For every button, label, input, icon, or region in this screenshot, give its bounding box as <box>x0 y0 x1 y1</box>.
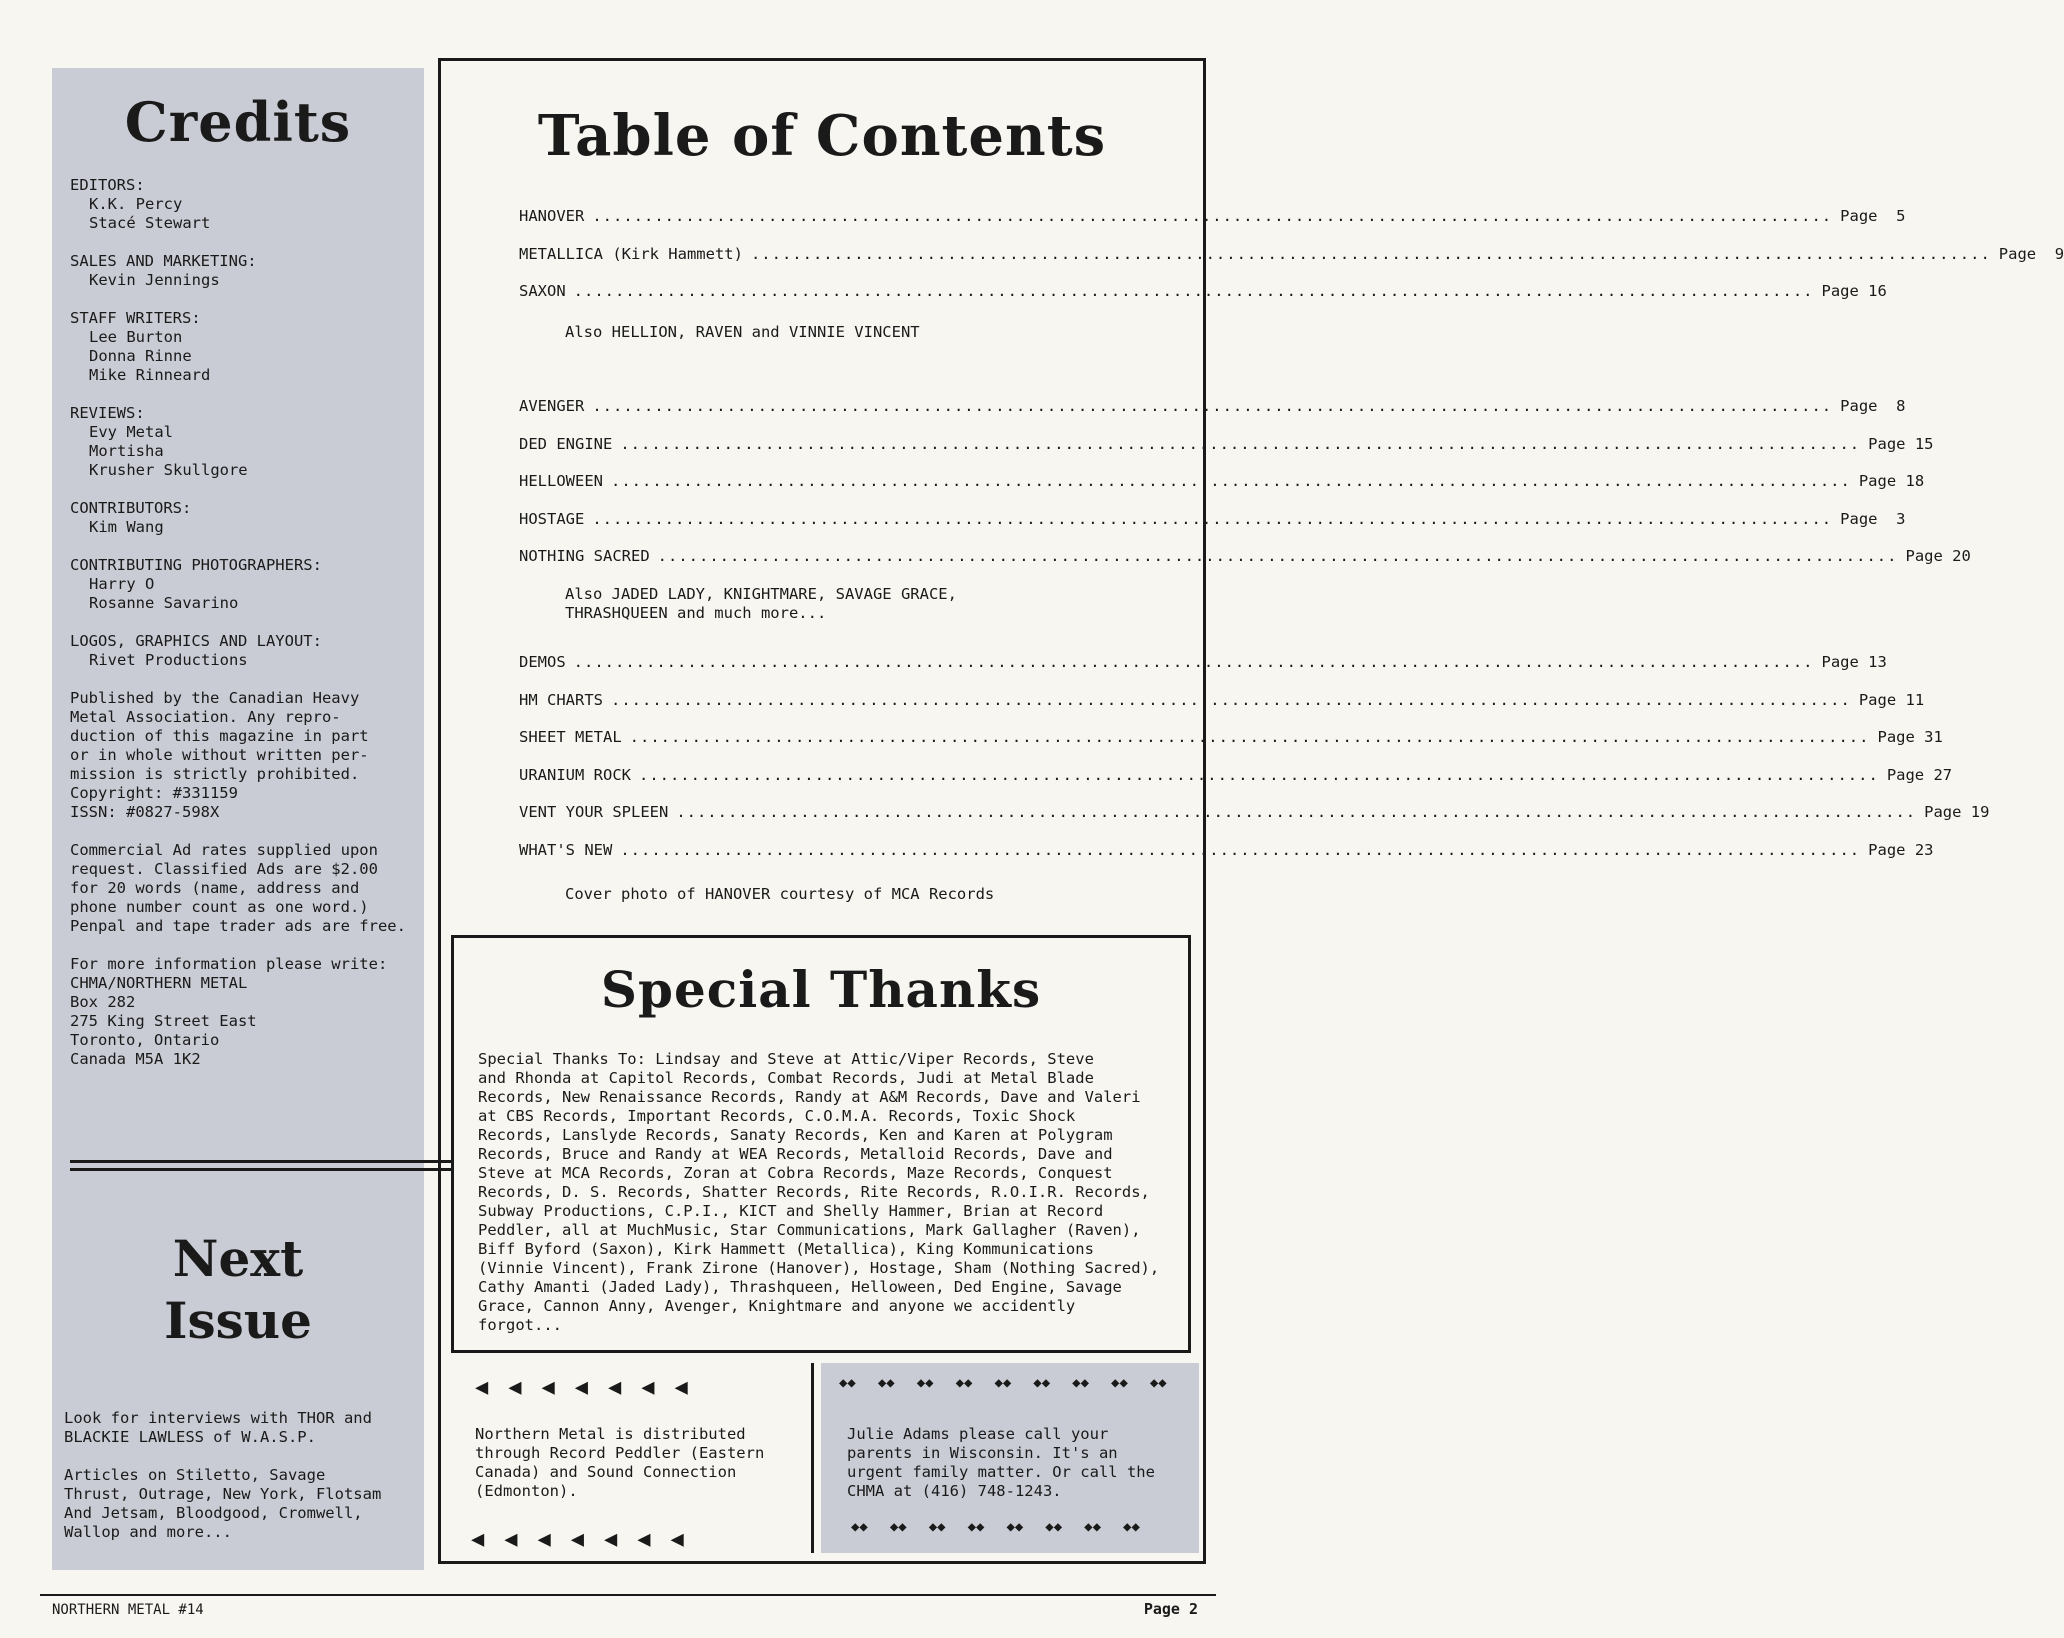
personal-notice-box <box>821 1363 1199 1553</box>
toc-entry <box>519 653 1887 672</box>
footer-magazine-issue: NORTHERN METAL #14 <box>52 1602 204 1618</box>
diamond-icon: ◆◆ <box>994 1375 1012 1391</box>
arrow-left-icon: ◀ <box>471 1527 485 1552</box>
toc-leader-dots: ........................................................................................................................ <box>573 282 1814 300</box>
toc-entry <box>519 282 1887 301</box>
toc-entry-page: Page 20 <box>1905 547 1971 565</box>
toc-entry <box>519 434 1934 454</box>
toc-entry-title: SAXON <box>519 282 566 300</box>
credit-section-head: CONTRIBUTORS: <box>70 499 192 517</box>
credit-section <box>70 499 420 537</box>
toc-leader-dots: ........................................................................................................................ <box>592 397 1833 415</box>
diamond-icon: ◆◆ <box>928 1519 946 1535</box>
ad-rates-note: Commercial Ad rates supplied upon request. Classified Ads are $2.00 for 20 words (name, address and phone number count as one word.) Penpal and tape trader ads are free. <box>70 841 406 935</box>
credit-name: Kevin Jennings <box>89 271 220 289</box>
arrow-row-bottom <box>471 1527 684 1552</box>
toc-entry-page: Page 31 <box>1877 728 1943 746</box>
footer-rule <box>40 1594 1216 1596</box>
credit-name: Rosanne Savarino <box>89 594 239 612</box>
toc-leader-dots: ........................................................................................................................ <box>657 547 1898 565</box>
credit-name: K.K. Percy <box>89 195 183 213</box>
credit-section <box>70 556 420 613</box>
credit-section <box>70 176 420 233</box>
credit-section-head: CONTRIBUTING PHOTOGRAPHERS: <box>70 556 322 574</box>
toc-entry <box>519 472 1925 491</box>
toc-entry <box>519 244 2064 264</box>
credit-section-head: LOGOS, GRAPHICS AND LAYOUT: <box>70 632 322 650</box>
diamond-icon: ◆◆ <box>1084 1519 1102 1535</box>
credit-name: Krusher Skullgore <box>89 461 248 479</box>
credit-name: Kim Wang <box>89 518 164 536</box>
credit-section <box>70 404 420 480</box>
toc-entry-title: METALLICA (Kirk Hammett) <box>519 244 743 263</box>
toc-note-1: Also HELLION, RAVEN and VINNIE VINCENT <box>565 323 920 341</box>
toc-entry-page: Page 15 <box>1868 434 1934 453</box>
toc-entry <box>519 207 1906 226</box>
toc-leader-dots: ........................................................................................................................ <box>592 509 1833 528</box>
toc-title: Table of Contents <box>537 103 1107 169</box>
toc-leader-dots: ........................................................................................................................ <box>592 207 1833 225</box>
publisher-note: Published by the Canadian Heavy Metal Association. Any repro- duction of this magazine in part or in whole without written per- mission is strictly prohibited. Copyright: #331159 ISSN: #0827-598X <box>70 689 369 821</box>
arrow-left-icon: ◀ <box>541 1375 555 1400</box>
next-issue-body <box>64 1409 420 1561</box>
credit-section-head: REVIEWS: <box>70 404 145 422</box>
toc-entry-title: HOSTAGE <box>519 509 585 528</box>
arrow-left-icon: ◀ <box>641 1375 655 1400</box>
credit-name: Stacé Stewart <box>89 214 211 232</box>
credit-section <box>70 309 420 385</box>
toc-leader-dots: ........................................................................................................................ <box>629 728 1870 746</box>
diamond-icon: ◆◆ <box>916 1375 934 1391</box>
toc-entry-page: Page 9 <box>1998 244 2064 263</box>
arrow-left-icon: ◀ <box>674 1375 688 1400</box>
diamond-icon: ◆◆ <box>877 1375 895 1391</box>
toc-entry-page: Page 11 <box>1858 690 1925 709</box>
footer-page-number: Page 2 <box>1143 1600 1198 1618</box>
cover-photo-note: Cover photo of HANOVER courtesy of MCA Records <box>565 885 995 903</box>
toc-leader-dots: ........................................................................................................................ <box>750 244 1991 263</box>
toc-entry-page: Page 5 <box>1840 207 1906 225</box>
credit-name: Mortisha <box>89 442 164 460</box>
toc-entry-page: Page 27 <box>1886 765 1953 784</box>
diamond-icon: ◆◆ <box>1006 1519 1024 1535</box>
toc-entry <box>519 509 1906 529</box>
arrow-left-icon: ◀ <box>570 1527 584 1552</box>
toc-entry-page: Page 18 <box>1858 472 1925 490</box>
toc-entry-title: HELLOWEEN <box>519 472 603 490</box>
arrow-left-icon: ◀ <box>475 1375 489 1400</box>
diamond-row-top <box>839 1375 1167 1391</box>
toc-entry-title: HANOVER <box>519 207 585 225</box>
credit-section-head: STAFF WRITERS: <box>70 309 201 327</box>
toc-leader-dots: ........................................................................................................................ <box>638 765 1879 784</box>
credit-name: Rivet Productions <box>89 651 248 669</box>
diamond-icon: ◆◆ <box>1045 1519 1063 1535</box>
credit-sections <box>70 176 420 670</box>
toc-entry-title: WHAT'S NEW <box>519 840 613 859</box>
credits-panel <box>52 68 424 1570</box>
arrow-left-icon: ◀ <box>608 1375 622 1400</box>
toc-entry-page: Page 23 <box>1868 840 1934 859</box>
toc-entry-title: DEMOS <box>519 653 566 671</box>
toc-leader-dots: ........................................................................................................................ <box>620 434 1861 453</box>
toc-entry <box>519 765 1953 785</box>
special-thanks-title: Special Thanks <box>600 960 1042 1019</box>
next-issue-title-line1: Next <box>172 1229 304 1288</box>
toc-entry-title: NOTHING SACRED <box>519 547 650 565</box>
credit-section <box>70 252 420 290</box>
toc-entry-title: VENT YOUR SPLEEN <box>519 803 669 821</box>
next-issue-title-line2: Issue <box>164 1291 312 1350</box>
toc-entry <box>519 728 1943 747</box>
toc-entry-page: Page 13 <box>1821 653 1887 671</box>
diamond-icon: ◆◆ <box>1149 1375 1167 1391</box>
vertical-divider <box>811 1363 814 1553</box>
diamond-icon: ◆◆ <box>955 1375 973 1391</box>
next-issue-articles: Articles on Stiletto, Savage Thrust, Outrage, New York, Flotsam And Jetsam, Bloodgood, Cromwell, Wallop and more... <box>64 1466 382 1541</box>
toc-entry <box>519 690 1925 710</box>
arrow-left-icon: ◀ <box>604 1527 618 1552</box>
toc-entry-page: Page 19 <box>1924 803 1990 821</box>
distribution-notice: Northern Metal is distributed through Record Peddler (Eastern Canada) and Sound Connection (Edmonton). <box>475 1425 765 1500</box>
next-issue-title <box>52 1228 424 1352</box>
toc-entry <box>519 397 1906 416</box>
toc-entry-page: Page 3 <box>1840 509 1906 528</box>
arrow-left-icon: ◀ <box>574 1375 588 1400</box>
diamond-icon: ◆◆ <box>851 1519 868 1535</box>
credit-section-head: SALES AND MARKETING: <box>70 252 257 270</box>
diamond-icon: ◆◆ <box>1072 1375 1090 1391</box>
arrow-left-icon: ◀ <box>504 1527 518 1552</box>
arrow-left-icon: ◀ <box>537 1527 551 1552</box>
toc-leader-dots: ........................................................................................................................ <box>573 653 1814 671</box>
toc-leader-dots: ........................................................................................................................ <box>676 803 1917 821</box>
toc-entry-title: URANIUM ROCK <box>519 765 631 784</box>
credit-section-head: EDITORS: <box>70 176 145 194</box>
contents-box <box>438 58 2064 1564</box>
diamond-icon: ◆◆ <box>967 1519 985 1535</box>
toc-leader-dots: ........................................................................................................................ <box>611 472 1851 490</box>
divider-rule-top <box>70 1160 454 1163</box>
credit-name: Mike Rinneard <box>89 366 211 384</box>
toc-note-2: Also JADED LADY, KNIGHTMARE, SAVAGE GRACE, THRASHQUEEN and much more... <box>565 585 957 622</box>
credit-name: Harry O <box>89 575 155 593</box>
arrow-left-icon: ◀ <box>670 1527 684 1552</box>
toc-entry <box>519 840 1934 860</box>
special-thanks-box <box>451 935 1191 1353</box>
diamond-icon: ◆◆ <box>839 1375 856 1391</box>
contact-address: For more information please write: CHMA/NORTHERN METAL Box 282 275 King Street East Toronto, Ontario Canada M5A 1K2 <box>70 955 388 1068</box>
arrow-left-icon: ◀ <box>508 1375 522 1400</box>
personal-notice-text: Julie Adams please call your parents in Wisconsin. It's an urgent family matter. Or call the CHMA at (416) 748-1243. <box>847 1425 1155 1500</box>
toc-leader-dots: ........................................................................................................................ <box>620 840 1861 859</box>
diamond-icon: ◆◆ <box>1111 1375 1128 1391</box>
next-issue-interviews: Look for interviews with THOR and BLACKIE LAWLESS of W.A.S.P. <box>64 1409 372 1446</box>
credit-section <box>70 632 420 670</box>
toc-entry-page: Page 8 <box>1840 397 1906 415</box>
toc-entry <box>519 547 1971 566</box>
diamond-icon: ◆◆ <box>889 1519 907 1535</box>
divider-rule-bottom <box>70 1168 454 1171</box>
diamond-icon: ◆◆ <box>1123 1519 1140 1535</box>
toc-entry <box>519 803 1990 822</box>
arrow-row-top <box>475 1375 688 1400</box>
diamond-icon: ◆◆ <box>1033 1375 1051 1391</box>
toc-entry-page: Page 16 <box>1821 282 1887 300</box>
special-thanks-text: Special Thanks To: Lindsay and Steve at Attic/Viper Records, Steve and Rhonda at Capitol Records, Combat Records, Judi at Metal Blade Records, New Renaissance Records, Randy at A&M Records, Dave and Valeri at CBS Records, Important Records, C.O.M.A. Records, Toxic Shock Records, Lanslyde Records, Sanaty Records, Ken and Karen at Polygram Records, Bruce and Randy at WEA Records, Metalloid Records, Dave and Steve at MCA Records, Zoran at Cobra Records, Maze Records, Conquest Records, D. S. Records, Shatter Records, Rite Records, R.O.I.R. Records, Subway Productions, C.P.I., KICT and Shelly Hammer, Brian at Record Peddler, all at MuchMusic, Star Communications, Mark Gallagher (Raven), Biff Byford (Saxon), Kirk Hammett (Metallica), King Kommunications (Vinnie Vincent), Frank Zirone (Hanover), Hostage, Sham (Nothing Sacred), Cathy Amanti (Jaded Lady), Thrashqueen, Helloween, Ded Engine, Savage Grace, Cannon Anny, Avenger, Knightmare and anyone we accidently forgot... <box>478 1050 1160 1334</box>
toc-leader-dots: ........................................................................................................................ <box>611 690 1851 709</box>
credits-title: Credits <box>124 90 352 154</box>
toc-entry-title: AVENGER <box>519 397 585 415</box>
toc-entry-title: SHEET METAL <box>519 728 622 746</box>
toc-entry-title: HM CHARTS <box>519 690 603 709</box>
arrow-left-icon: ◀ <box>637 1527 651 1552</box>
credit-name: Donna Rinne <box>89 347 192 365</box>
diamond-row-bottom <box>851 1519 1140 1535</box>
credit-name: Lee Burton <box>89 328 183 346</box>
credit-name: Evy Metal <box>89 423 173 441</box>
credits-body <box>70 176 420 1088</box>
toc-entry-title: DED ENGINE <box>519 434 613 453</box>
